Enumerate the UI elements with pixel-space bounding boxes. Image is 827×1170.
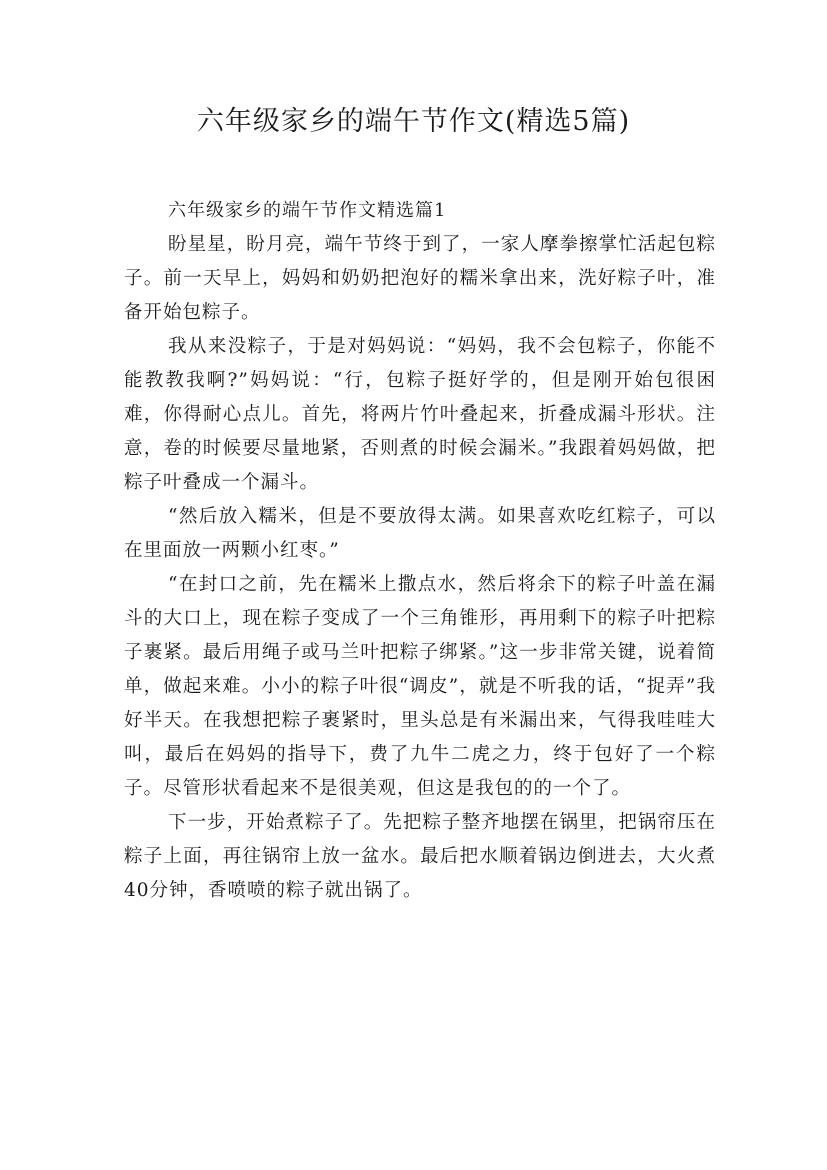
- paragraph-1: 盼星星，盼月亮，端午节终于到了，一家人摩拳擦掌忙活起包粽子。前一天早上，妈妈和奶奶把泡好的糯米拿出来，洗好粽子叶，准备开始包粽子。: [124, 234, 716, 323]
- paragraph-4: “在封口之前，先在糯米上撒点水，然后将余下的粽子叶盖在漏斗的大口上，现在粽子变成了一个三角锥形，再用剩下的粽子叶把粽子裹紧。最后用绳子或马兰叶把粽子绑紧。”这一步非常关键，说着简单，做起来难。小小的粽子叶很“调皮”，就是不听我的话，“捉弄”我好半天。在我想把粽子裹紧时，里头总是有米漏出来，气得我哇哇大叫，最后在妈妈的指导下，费了九牛二虎之力，终于包好了一个粽子。尽管形状看起来不是很美观，但这是我包的的一个了。: [124, 574, 716, 799]
- section-heading: 六年级家乡的端午节作文精选篇1: [168, 200, 447, 221]
- document-title: 六年级家乡的端午节作文(精选5篇): [196, 106, 631, 137]
- paragraph-5: 下一步，开始煮粽子了。先把粽子整齐地摆在锅里，把锅帘压在粽子上面，再往锅帘上放一盆水。最后把水顺着锅边倒进去，大火煮40分钟，香喷喷的粽子就出锅了。: [124, 812, 716, 901]
- paragraph-2: 我从来没粽子，于是对妈妈说：“妈妈，我不会包粽子，你能不能教教我啊?”妈妈说：“行，包粽子挺好学的，但是刚开始包很困难，你得耐心点儿。首先，将两片竹叶叠起来，折叠成漏斗形状。注意，卷的时候要尽量地紧，否则煮的时候会漏米。”我跟着妈妈做，把粽子叶叠成一个漏斗。: [124, 336, 716, 493]
- document-body: [124, 194, 716, 908]
- paragraph-3: “然后放入糯米，但是不要放得太满。如果喜欢吃红粽子，可以在里面放一两颗小红枣。”: [124, 506, 716, 561]
